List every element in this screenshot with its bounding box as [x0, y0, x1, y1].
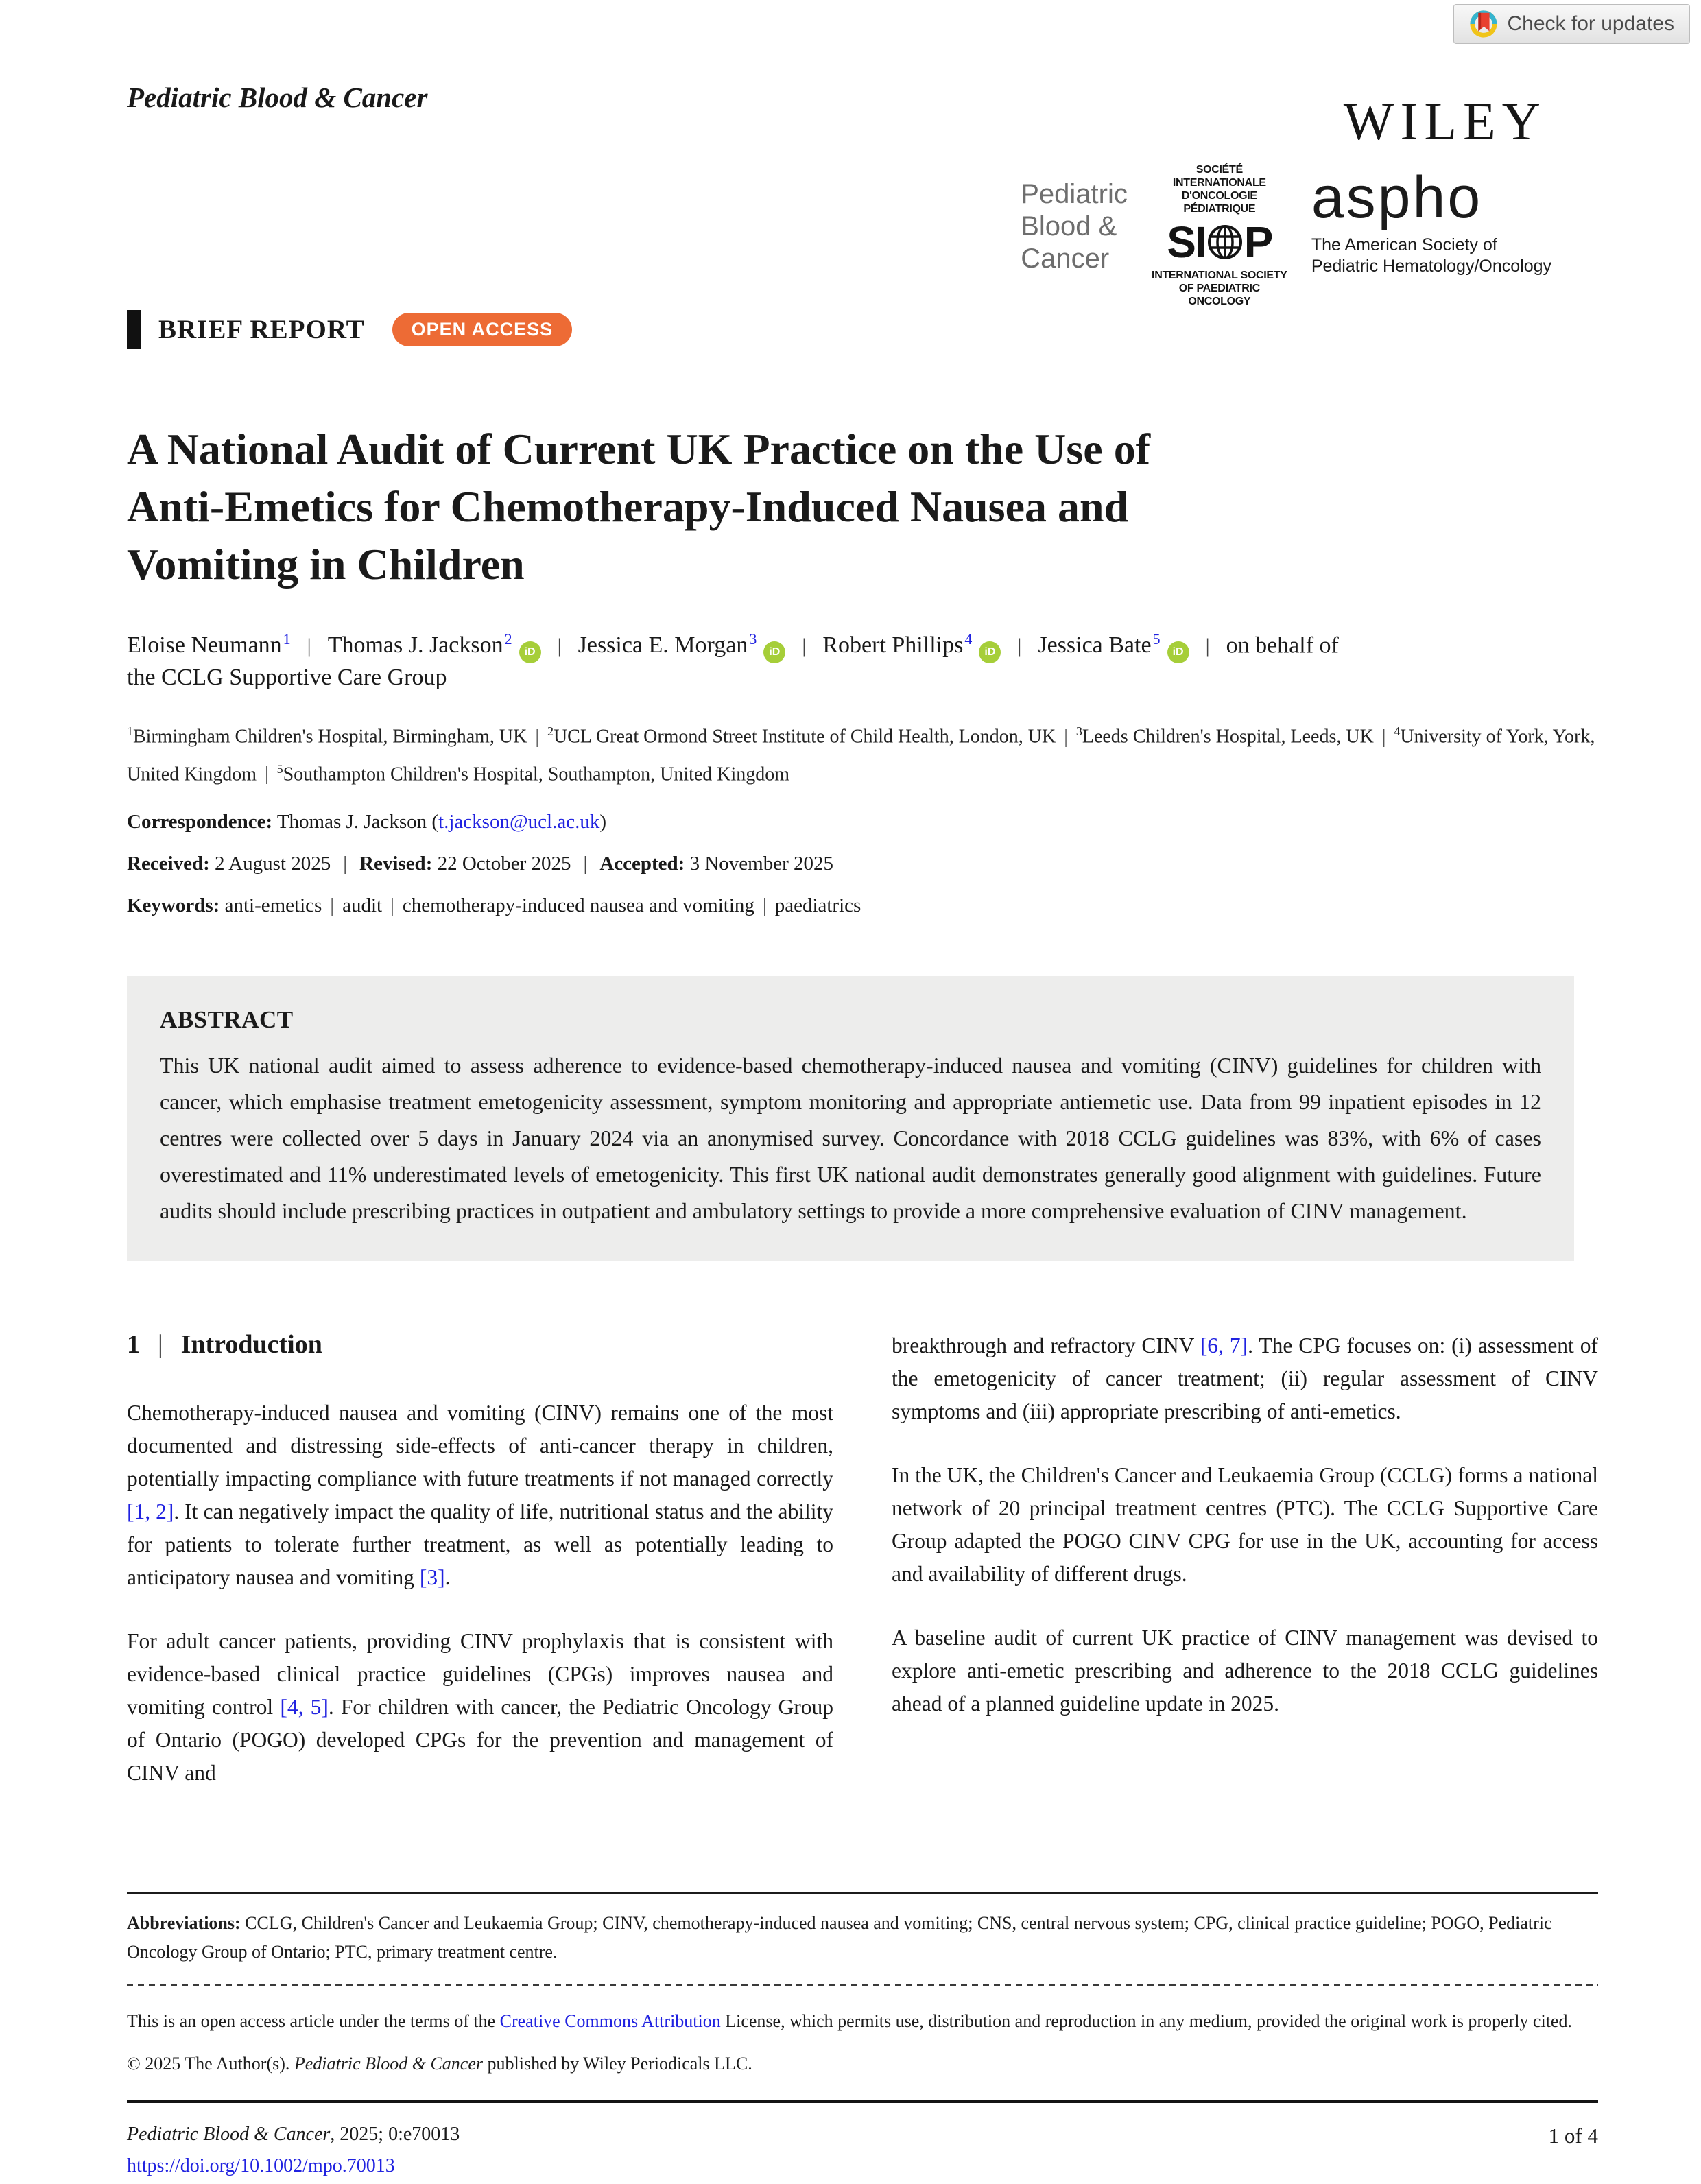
author-separator: |: [557, 634, 562, 658]
paragraph: [892, 1329, 1598, 1428]
paragraph: [127, 1625, 833, 1790]
affiliation-separator: |: [1381, 726, 1386, 748]
affiliation-number: 3: [1075, 724, 1082, 739]
footnote-rule: [127, 1892, 1598, 1894]
text-segment: CCLG, Children's Cancer and Leukaemia Group; CINV, chemotherapy-induced nausea and vomiting; CNS, central nervous system; CPG, clinical practice guideline; POGO, Pediatric Oncology Group of Ontario; PTC, primary treatment centre.: [127, 1913, 1552, 1962]
abstract-text: This UK national audit aimed to assess adherence to evidence-based chemotherapy-induced nausea and vomiting (CINV) guidelines for children with cancer, which emphasise treatment emetogenicity assessment, symptom monitoring and appropriate antiemetic use. Data from 99 inpatient episodes in 12 centres were collected over 5 days in January 2024 via an anonymised survey. Concordance with 2018 CCLG guidelines was 83%, with 6% of cases overestimated and 11% underestimated levels of emetogenicity. This first UK national audit demonstrates generally good alignment with guidelines. Future audits should include prescribing practices in outpatient and ambulatory settings to provide a more comprehensive evaluation of CINV management.: [160, 1052, 1541, 1223]
text-segment: In the UK, the Children's Cancer and Leukaemia Group (CCLG) forms a national network of 20 principal treatment centres (PTC). The CCLG Supportive Care Group adapted the POGO CINV CPG for use in the UK, accounting for access and availability of different drugs.: [892, 1462, 1598, 1586]
text-segment: License, which permits use, distribution and reproduction in any medium, provided the original work is properly cited.: [720, 2011, 1572, 2031]
author: Thomas J. Jackson$^2$iD: [328, 632, 541, 658]
author-affiliation-ref: 5: [1152, 630, 1161, 648]
crossmark-icon: [1469, 10, 1498, 38]
siop-text-bottom: OF PAEDIATRIC ONCOLOGY: [1178, 283, 1260, 307]
text-segment: A baseline audit of current UK practice of CINV management was devised to explore anti-emetic prescribing and adherence to the 2018 CCLG guidelines ahead of a planned guideline update in 2025.: [892, 1625, 1598, 1716]
open-access-badge: OPEN ACCESS: [392, 313, 573, 346]
affiliation-number: 4: [1394, 724, 1401, 739]
section-number: 1: [127, 1329, 140, 1359]
globe-icon: [1207, 224, 1243, 260]
date-label: Revised:: [359, 852, 438, 875]
date-label: Received:: [127, 852, 215, 875]
title-line: Anti-Emetics for Chemotherapy-Induced Nausea and: [127, 482, 1129, 531]
text-segment: . For children with cancer, the Pediatric Oncology Group of Ontario (POGO) developed CPGs for the prevention and management of CINV and: [127, 1694, 834, 1785]
text-segment: , 2025; 0:e70013: [330, 2124, 460, 2145]
citation-ref[interactable]: [6, 7]: [1200, 1333, 1248, 1357]
orcid-icon[interactable]: iD: [519, 641, 541, 663]
siop-text-top: D'ONCOLOGIE PÉDIATRIQUE: [1181, 190, 1257, 215]
section-pipe: |: [158, 1329, 163, 1359]
orcid-icon[interactable]: iD: [1167, 641, 1189, 663]
text-segment: This is an open access article under the terms of the: [127, 2011, 500, 2031]
footnotes: [127, 1892, 1598, 2078]
author-affiliation-ref: 3: [749, 630, 757, 648]
abstract-heading: ABSTRACT: [160, 1006, 294, 1033]
email-link[interactable]: t.jackson@ucl.ac.uk: [438, 810, 600, 833]
date-label: Accepted:: [599, 852, 690, 875]
paragraph: [892, 1459, 1598, 1591]
text-segment: For adult cancer patients, providing CINV prophylaxis that is consistent with evidence-based clinical practice guidelines (CPGs) improves nausea and vomiting control: [127, 1628, 833, 1719]
date-value: 3 November 2025: [689, 852, 833, 875]
keyword-separator: |: [762, 894, 767, 916]
aspho-tagline-line: Pediatric Hematology/Oncology: [1311, 257, 1551, 276]
correspondence-label: Correspondence:: [127, 810, 273, 833]
author-separator: |: [802, 634, 807, 658]
wiley-logo: WILEY: [1343, 91, 1547, 151]
doi-link[interactable]: https://doi.org/10.1002/mpo.70013: [127, 2155, 395, 2176]
keyword-separator: |: [390, 894, 394, 916]
article-type-label: BRIEF REPORT: [158, 315, 365, 344]
abstract-box: [127, 976, 1574, 1261]
pbc-logo-line: Blood &: [1021, 211, 1117, 241]
footer-rule: [127, 2100, 1598, 2103]
text-segment: Pediatric Blood & Cancer: [127, 2124, 331, 2145]
text-segment: . The CPG focuses on: (i) assessment of the emetogenicity of cancer treatment; (ii) regular assessment of CINV symptoms and (iii) appropriate prescribing of anti-emetics.: [892, 1333, 1598, 1423]
journal-name: Pediatric Blood & Cancer: [127, 82, 428, 113]
publisher-logos: [1021, 163, 1551, 308]
keyword: chemotherapy-induced nausea and vomiting: [402, 894, 754, 916]
author: Jessica Bate$^5$iD: [1038, 632, 1189, 658]
pbc-logo-line: Cancer: [1021, 244, 1110, 274]
text-segment: Chemotherapy-induced nausea and vomiting (CINV) remains one of the most documented and distressing side-effects of anti-cancer therapy in children, potentially impacting compliance with future treatments if not managed correctly: [127, 1400, 833, 1491]
author-separator: |: [307, 634, 311, 658]
date-value: 2 August 2025: [215, 852, 331, 875]
keyword: paediatrics: [774, 894, 861, 916]
author: Eloise Neumann$^1$: [127, 630, 291, 658]
left-column: [127, 1329, 833, 1790]
text-segment: Pediatric Blood & Cancer: [294, 2054, 483, 2074]
date-value: 22 October 2025: [437, 852, 571, 875]
article-title: [127, 420, 1598, 593]
siop-letters: P: [1244, 217, 1272, 267]
orcid-icon[interactable]: iD: [979, 641, 1001, 663]
affiliation-text: Leeds Children's Hospital, Leeds, UK: [1082, 726, 1374, 748]
keywords-line: [127, 894, 1598, 917]
affiliation-separator: |: [1064, 726, 1068, 748]
copyright-line: [127, 2050, 1598, 2078]
pbc-logo-line: Pediatric: [1021, 179, 1128, 209]
footer-citation: [127, 2124, 460, 2146]
affiliations: [127, 715, 1598, 790]
section-bar: [127, 310, 141, 349]
open-access-note: [127, 2006, 1598, 2037]
right-column: [892, 1329, 1598, 1790]
check-for-updates-button[interactable]: [1453, 4, 1690, 44]
text-segment: © 2025 The Author(s).: [127, 2054, 294, 2074]
paragraph: [127, 1397, 833, 1594]
pbc-logo: [1021, 163, 1128, 275]
text-link[interactable]: Creative Commons Attribution: [499, 2011, 721, 2031]
aspho-tagline: [1311, 235, 1551, 277]
section-title: Introduction: [180, 1329, 322, 1359]
dashed-divider: [127, 1984, 1598, 1986]
page-number: 1 of 4: [1548, 2124, 1598, 2148]
citation-ref[interactable]: [4, 5]: [280, 1694, 329, 1719]
text-segment: breakthrough and refractory CINV: [892, 1333, 1200, 1357]
keyword: anti-emetics: [224, 894, 322, 916]
abbreviations: [127, 1909, 1598, 1967]
affiliation-separator: |: [265, 763, 269, 785]
siop-wordmark: [1151, 217, 1288, 268]
title-line: Vomiting in Children: [127, 540, 525, 589]
affiliation-number: 2: [547, 724, 554, 739]
author-separator: |: [1205, 634, 1210, 658]
siop-text-bottom: INTERNATIONAL SOCIETY: [1152, 270, 1287, 281]
keyword: audit: [342, 894, 383, 916]
author-list: [127, 621, 1598, 665]
correspondence-name: Thomas J. Jackson: [276, 810, 427, 833]
affiliation-text: University of York, York, United Kingdom: [127, 726, 1595, 785]
title-line: A National Audit of Current UK Practice on the Use of: [127, 425, 1150, 473]
citation-ref[interactable]: [3]: [419, 1565, 445, 1589]
text-segment: Abbreviations:: [127, 1913, 246, 1933]
siop-logo: [1151, 163, 1288, 308]
section-heading-introduction: [127, 1329, 833, 1360]
keyword-separator: |: [330, 894, 335, 916]
author-affiliation-ref: 1: [283, 630, 291, 648]
siop-letters: SI: [1167, 217, 1206, 267]
affiliation-number: 5: [276, 761, 283, 776]
affiliation-text: Southampton Children's Hospital, Southampton, United Kingdom: [283, 763, 790, 785]
author: Jessica E. Morgan$^3$iD: [578, 632, 786, 658]
affiliation-number: 1: [127, 724, 133, 739]
affiliation-text: Birmingham Children's Hospital, Birmingham, UK: [133, 726, 527, 748]
page-footer: [127, 2100, 1598, 2177]
author-group: the CCLG Supportive Care Group: [127, 665, 447, 691]
aspho-tagline-line: The American Society of: [1311, 235, 1497, 254]
article-type-row: [127, 310, 1598, 349]
author-affiliation-ref: 2: [504, 630, 512, 648]
text-segment: .: [444, 1565, 451, 1589]
check-for-updates-label: Check for updates: [1507, 12, 1674, 35]
keywords-label: Keywords:: [127, 894, 225, 916]
author-affiliation-ref: 4: [964, 630, 973, 648]
on-behalf-text: on behalf of: [1226, 632, 1339, 658]
affiliation-separator: |: [535, 726, 539, 748]
author: Robert Phillips$^4$iD: [822, 632, 1001, 658]
body-columns: [127, 1329, 1598, 1790]
citation-ref[interactable]: [1, 2]: [127, 1499, 174, 1523]
date-separator: |: [583, 852, 588, 875]
aspho-wordmark: aspho: [1311, 165, 1483, 230]
date-separator: |: [343, 852, 348, 875]
paragraph: [892, 1622, 1598, 1720]
history-dates: [127, 853, 1598, 875]
correspondence-line: Correspondence: Thomas J. Jackson (t.jackson@ucl.ac.uk): [127, 810, 606, 833]
text-segment: . It can negatively impact the quality of life, nutritional status and the ability for patients to tolerate further treatment, as well as potentially leading to anticipatory nausea and vomiting: [127, 1499, 833, 1589]
affiliation-text: UCL Great Ormond Street Institute of Child Health, London, UK: [553, 726, 1056, 748]
siop-text-top: SOCIÉTÉ INTERNATIONALE: [1172, 164, 1266, 189]
author-separator: |: [1017, 634, 1022, 658]
orcid-icon[interactable]: iD: [763, 641, 785, 663]
text-segment: published by Wiley Periodicals LLC.: [483, 2054, 752, 2074]
aspho-logo: [1311, 163, 1551, 277]
